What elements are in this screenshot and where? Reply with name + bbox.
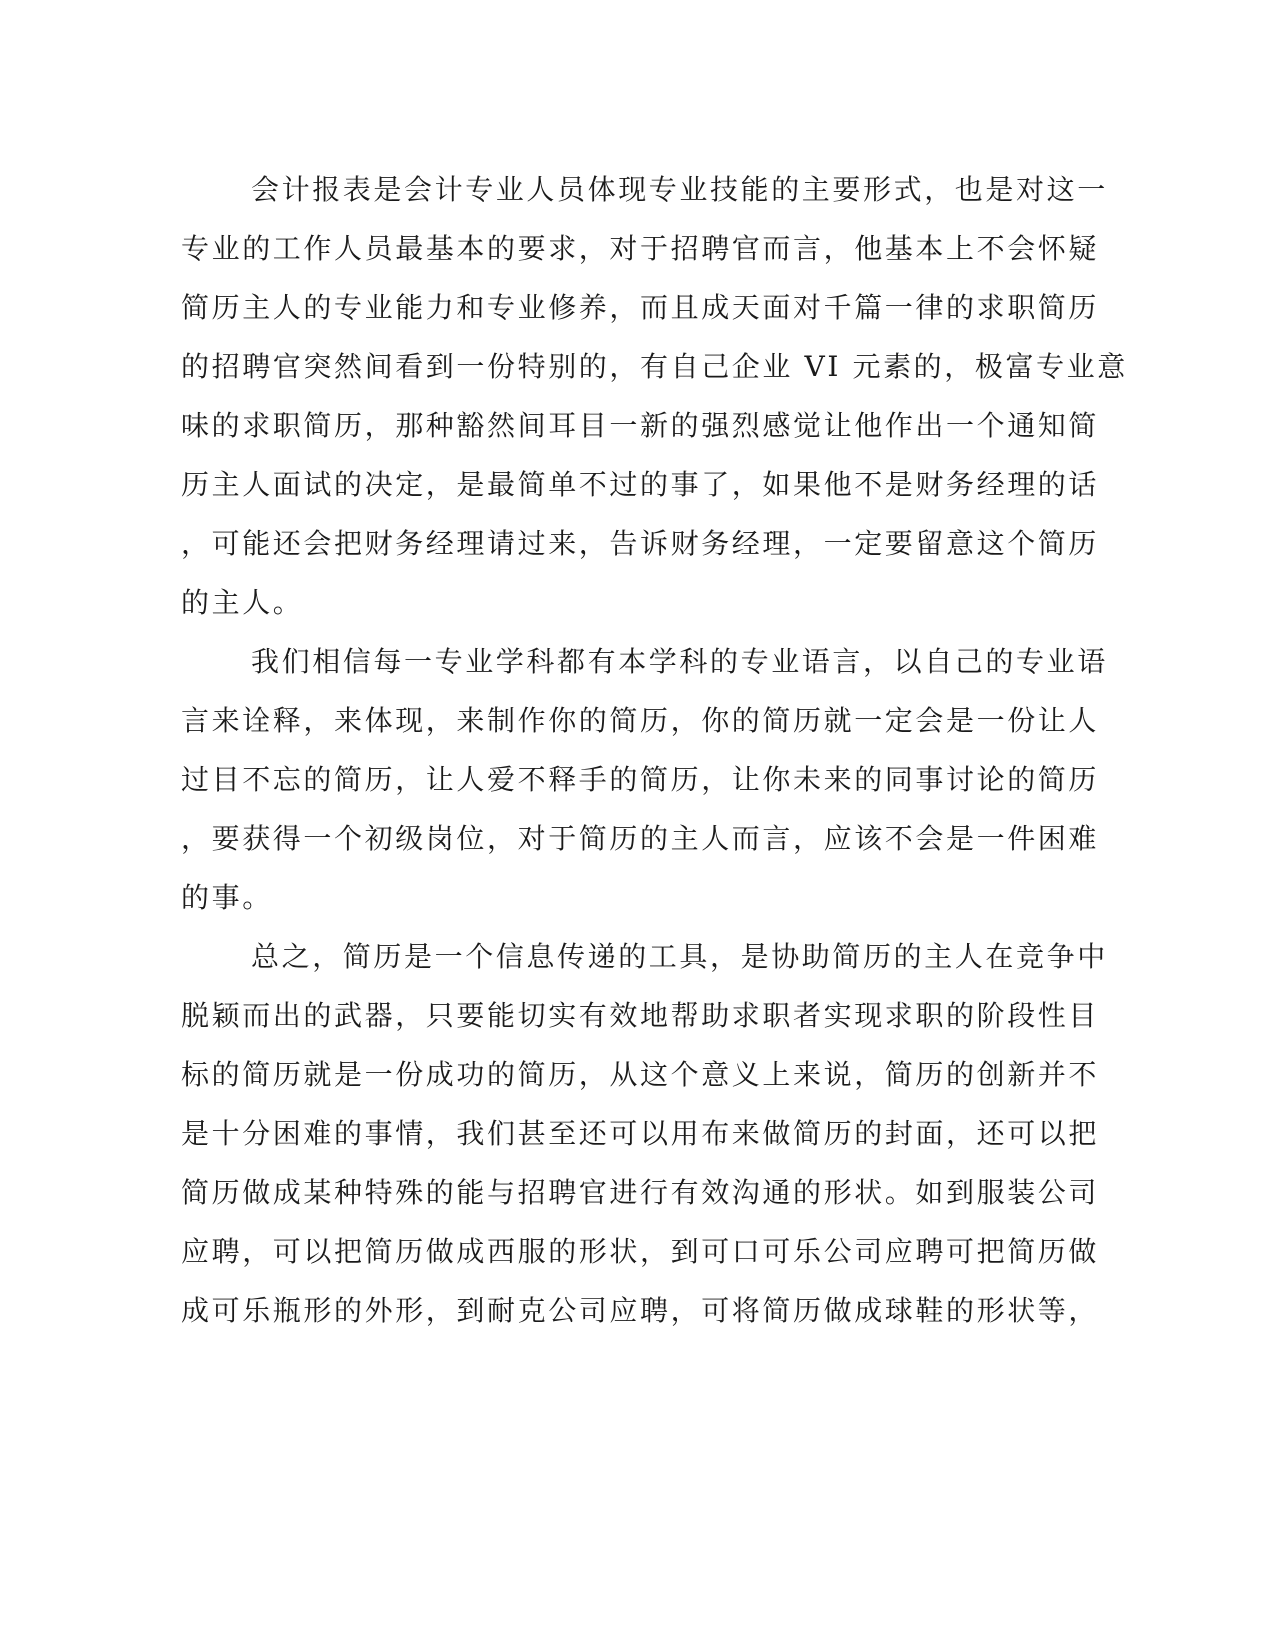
paragraph-2 (181, 632, 1108, 927)
text-line: ，可能还会把财务经理请过来，告诉财务经理，一定要留意这个简历 (181, 527, 1100, 560)
text-line: 过目不忘的简历，让人爱不释手的简历，让你未来的同事讨论的简历 (181, 763, 1100, 796)
paragraph-3 (181, 927, 1108, 1340)
text-line: 的招聘官突然间看到一份特别的，有自己企业 VI 元素的，极富专业意 (181, 350, 1128, 383)
text-line: 标的简历就是一份成功的简历，从这个意义上来说，简历的创新并不 (181, 1058, 1100, 1091)
text-line: 成可乐瓶形的外形，到耐克公司应聘，可将简历做成球鞋的形状等， (181, 1294, 1100, 1327)
text-line: 味的求职简历，那种豁然间耳目一新的强烈感觉让他作出一个通知简 (181, 409, 1100, 442)
paragraph-1 (181, 160, 1128, 632)
text-line: 脱颖而出的武器，只要能切实有效地帮助求职者实现求职的阶段性目 (181, 999, 1100, 1032)
text-line: 历主人面试的决定，是最简单不过的事了，如果他不是财务经理的话 (181, 468, 1100, 501)
body-text (181, 160, 1128, 1340)
text-line: 言来诠释，来体现，来制作你的简历，你的简历就一定会是一份让人 (181, 704, 1100, 737)
text-line: 的主人。 (181, 586, 304, 619)
text-line: 总之，简历是一个信息传递的工具，是协助简历的主人在竞争中 (251, 940, 1108, 973)
text-line: 是十分困难的事情，我们甚至还可以用布来做简历的封面，还可以把 (181, 1117, 1100, 1150)
text-line: 应聘，可以把简历做成西服的形状，到可口可乐公司应聘可把简历做 (181, 1235, 1100, 1268)
text-line: 简历做成某种特殊的能与招聘官进行有效沟通的形状。如到服装公司 (181, 1176, 1100, 1209)
text-line: 会计报表是会计专业人员体现专业技能的主要形式，也是对这一 (251, 173, 1108, 206)
text-line: 专业的工作人员最基本的要求，对于招聘官而言，他基本上不会怀疑 (181, 232, 1100, 265)
text-line: ，要获得一个初级岗位，对于简历的主人而言，应该不会是一件困难 (181, 822, 1100, 855)
text-line: 我们相信每一专业学科都有本学科的专业语言，以自己的专业语 (251, 645, 1108, 678)
text-line: 的事。 (181, 881, 273, 914)
text-line: 简历主人的专业能力和专业修养，而且成天面对千篇一律的求职简历 (181, 291, 1100, 324)
